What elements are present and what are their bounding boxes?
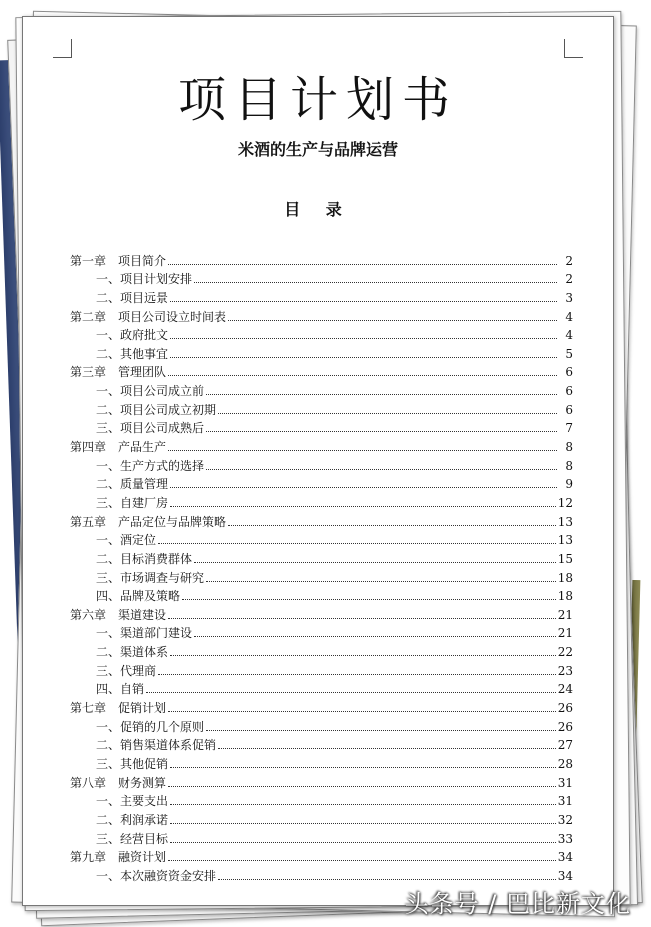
toc-entry-label: 二、质量管理 xyxy=(96,477,169,492)
toc-entry-label: 第三章 管理团队 xyxy=(70,365,167,380)
toc-entry-label: 第五章 产品定位与品牌策略 xyxy=(70,514,227,529)
toc-leader-dots xyxy=(218,412,557,414)
toc-entry-label: 四、品牌及策略 xyxy=(96,589,181,604)
toc-page-number: 24 xyxy=(557,682,573,697)
table-of-contents xyxy=(70,249,573,883)
toc-page-number: 3 xyxy=(565,290,573,305)
toc-leader-dots xyxy=(170,803,556,805)
toc-leader-dots xyxy=(170,356,557,358)
toc-page-number: 15 xyxy=(557,551,573,566)
toc-chapter-entry[interactable] xyxy=(70,361,573,380)
toc-page-number: 6 xyxy=(565,402,573,417)
toc-entry-label: 第九章 融资计划 xyxy=(70,850,167,865)
toc-entry-label: 一、项目计划安排 xyxy=(96,272,193,287)
toc-leader-dots xyxy=(170,822,556,824)
toc-entry-label: 三、自建厂房 xyxy=(96,495,169,510)
toc-entry-label: 一、本次融资资金安排 xyxy=(96,868,217,883)
toc-entry-label: 三、代理商 xyxy=(96,663,157,678)
toc-page-number: 21 xyxy=(557,626,573,641)
toc-section-entry[interactable] xyxy=(70,734,573,753)
watermark: 头条号 / 巴比新文化 xyxy=(404,890,631,918)
toc-chapter-entry[interactable] xyxy=(70,603,573,622)
toc-chapter-entry[interactable] xyxy=(70,696,573,715)
toc-section-entry[interactable] xyxy=(70,491,573,510)
toc-leader-dots xyxy=(206,729,556,731)
toc-entry-label: 第七章 促销计划 xyxy=(70,701,167,716)
toc-page-number: 2 xyxy=(565,272,573,287)
toc-section-entry[interactable] xyxy=(70,790,573,809)
toc-section-entry[interactable] xyxy=(70,529,573,548)
toc-entry-label: 一、酒定位 xyxy=(96,533,157,548)
toc-section-entry[interactable] xyxy=(70,752,573,771)
toc-chapter-entry[interactable] xyxy=(70,771,573,790)
toc-entry-label: 第六章 渠道建设 xyxy=(70,607,167,622)
toc-chapter-entry[interactable] xyxy=(70,846,573,865)
toc-page-number: 13 xyxy=(557,514,573,529)
toc-entry-label: 二、项目公司成立初期 xyxy=(96,402,217,417)
toc-entry-label: 四、自销 xyxy=(96,682,145,697)
toc-section-entry[interactable] xyxy=(70,715,573,734)
toc-section-entry[interactable] xyxy=(70,547,573,566)
toc-leader-dots xyxy=(206,430,557,432)
toc-leader-dots xyxy=(168,449,557,451)
toc-entry-label: 第二章 项目公司设立时间表 xyxy=(70,309,227,324)
toc-section-entry[interactable] xyxy=(70,379,573,398)
toc-page-number: 18 xyxy=(557,570,573,585)
toc-chapter-entry[interactable] xyxy=(70,305,573,324)
toc-chapter-entry[interactable] xyxy=(70,510,573,529)
toc-entry-label: 一、政府批文 xyxy=(96,328,169,343)
toc-leader-dots xyxy=(170,841,556,843)
toc-leader-dots xyxy=(206,468,557,470)
toc-entry-label: 第八章 财务测算 xyxy=(70,775,167,790)
toc-leader-dots xyxy=(170,486,557,488)
toc-entry-label: 二、项目远景 xyxy=(96,290,169,305)
toc-entry-label: 一、生产方式的选择 xyxy=(96,458,205,473)
toc-page-number: 22 xyxy=(557,645,573,660)
toc-page-number: 33 xyxy=(557,831,573,846)
toc-leader-dots xyxy=(168,859,556,861)
toc-entry-label: 一、项目公司成立前 xyxy=(96,384,205,399)
toc-page-number: 28 xyxy=(557,756,573,771)
toc-page-number: 18 xyxy=(557,589,573,604)
toc-page-number: 26 xyxy=(557,719,573,734)
toc-section-entry[interactable] xyxy=(70,678,573,697)
toc-page-number: 13 xyxy=(557,533,573,548)
toc-heading: 目 录 xyxy=(284,200,352,219)
toc-section-entry[interactable] xyxy=(70,286,573,305)
document-page xyxy=(22,16,614,906)
toc-page-number: 8 xyxy=(565,458,573,473)
toc-page-number: 4 xyxy=(565,328,573,343)
toc-page-number: 12 xyxy=(557,495,573,510)
toc-page-number: 31 xyxy=(557,775,573,790)
toc-section-entry[interactable] xyxy=(70,864,573,883)
toc-leader-dots xyxy=(228,319,557,321)
toc-page-number: 5 xyxy=(565,346,573,361)
toc-chapter-entry[interactable] xyxy=(70,435,573,454)
crop-mark-top-right xyxy=(564,39,583,58)
toc-section-entry[interactable] xyxy=(70,268,573,287)
toc-entry-label: 三、其他促销 xyxy=(96,756,169,771)
toc-page-number: 2 xyxy=(565,253,573,268)
toc-section-entry[interactable] xyxy=(70,417,573,436)
toc-page-number: 8 xyxy=(565,440,573,455)
toc-leader-dots xyxy=(170,337,557,339)
toc-leader-dots xyxy=(146,691,556,693)
toc-leader-dots xyxy=(206,393,557,395)
toc-page-number: 6 xyxy=(565,384,573,399)
toc-page-number: 32 xyxy=(557,812,573,827)
toc-leader-dots xyxy=(206,580,556,582)
toc-page-number: 31 xyxy=(557,794,573,809)
toc-leader-dots xyxy=(170,505,556,507)
toc-section-entry[interactable] xyxy=(70,622,573,641)
toc-page-number: 9 xyxy=(565,477,573,492)
toc-section-entry[interactable] xyxy=(70,342,573,361)
toc-chapter-entry[interactable] xyxy=(70,249,573,268)
toc-section-entry[interactable] xyxy=(70,566,573,585)
toc-entry-label: 二、销售渠道体系促销 xyxy=(96,738,217,753)
toc-section-entry[interactable] xyxy=(70,454,573,473)
toc-leader-dots xyxy=(158,673,556,675)
toc-leader-dots xyxy=(168,263,557,265)
toc-entry-label: 二、其他事宜 xyxy=(96,346,169,361)
toc-page-number: 6 xyxy=(565,365,573,380)
toc-section-entry[interactable] xyxy=(70,398,573,417)
toc-page-number: 7 xyxy=(565,421,573,436)
toc-leader-dots xyxy=(158,542,556,544)
toc-entry-label: 一、促销的几个原则 xyxy=(96,719,205,734)
toc-section-entry[interactable] xyxy=(70,324,573,343)
toc-leader-dots xyxy=(168,710,556,712)
toc-leader-dots xyxy=(168,785,556,787)
toc-page-number: 23 xyxy=(557,663,573,678)
toc-page-number: 26 xyxy=(557,701,573,716)
toc-entry-label: 一、渠道部门建设 xyxy=(96,626,193,641)
toc-page-number: 4 xyxy=(565,309,573,324)
toc-leader-dots xyxy=(194,635,556,637)
toc-leader-dots xyxy=(168,617,556,619)
toc-section-entry[interactable] xyxy=(70,585,573,604)
toc-section-entry[interactable] xyxy=(70,827,573,846)
toc-leader-dots xyxy=(182,598,556,600)
toc-section-entry[interactable] xyxy=(70,640,573,659)
toc-entry-label: 第四章 产品生产 xyxy=(70,440,167,455)
toc-leader-dots xyxy=(170,654,556,656)
toc-page-number: 34 xyxy=(557,868,573,883)
toc-leader-dots xyxy=(228,524,556,526)
toc-entry-label: 三、市场调查与研究 xyxy=(96,570,205,585)
toc-page-number: 27 xyxy=(557,738,573,753)
toc-leader-dots xyxy=(194,561,556,563)
toc-entry-label: 第一章 项目简介 xyxy=(70,253,167,268)
toc-page-number: 34 xyxy=(557,850,573,865)
toc-entry-label: 一、主要支出 xyxy=(96,794,169,809)
toc-leader-dots xyxy=(170,300,557,302)
toc-entry-label: 三、项目公司成熟后 xyxy=(96,421,205,436)
toc-entry-label: 二、目标消费群体 xyxy=(96,551,193,566)
toc-entry-label: 二、利润承诺 xyxy=(96,812,169,827)
toc-leader-dots xyxy=(218,878,556,880)
crop-mark-top-left xyxy=(53,39,72,58)
toc-leader-dots xyxy=(170,766,556,768)
toc-entry-label: 二、渠道体系 xyxy=(96,645,169,660)
toc-section-entry[interactable] xyxy=(70,473,573,492)
toc-leader-dots xyxy=(194,281,557,283)
document-title: 项目计划书 xyxy=(177,72,458,128)
document-subtitle: 米酒的生产与品牌运营 xyxy=(237,140,398,159)
toc-page-number: 21 xyxy=(557,607,573,622)
toc-section-entry[interactable] xyxy=(70,659,573,678)
toc-leader-dots xyxy=(218,747,556,749)
toc-leader-dots xyxy=(168,374,557,376)
toc-entry-label: 三、经营目标 xyxy=(96,831,169,846)
toc-section-entry[interactable] xyxy=(70,808,573,827)
